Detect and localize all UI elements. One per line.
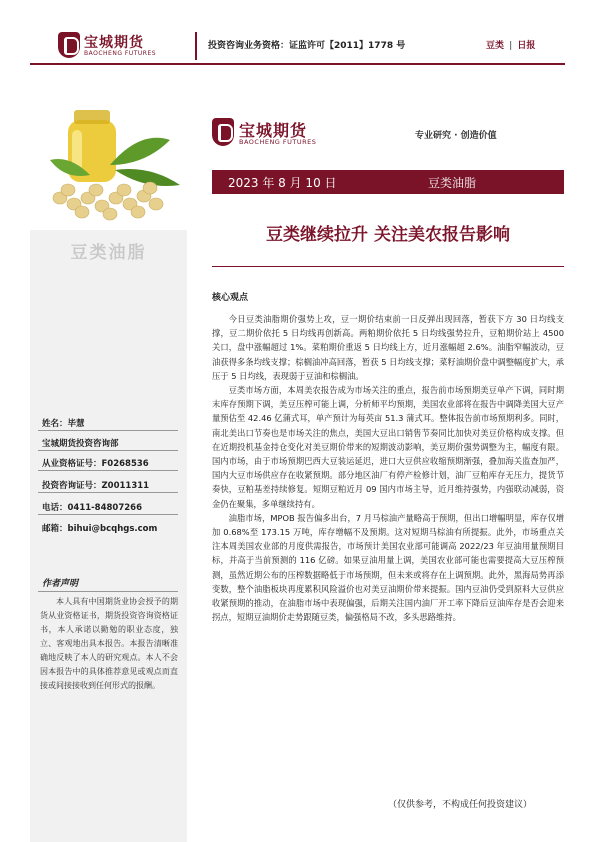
analyst-qualification: 从业资格证号：F0268536	[42, 459, 149, 469]
header-divider	[195, 32, 197, 60]
info-divider	[38, 430, 178, 431]
header-report-type	[486, 38, 535, 51]
report-sector: 豆类油脂	[428, 176, 477, 190]
header-logo	[58, 32, 168, 60]
analyst-name: 姓名：毕慧	[42, 419, 85, 429]
brand-mark-icon	[58, 32, 80, 58]
header-sector: 豆类	[486, 41, 505, 51]
main-brand-en: BAOCHENG FUTURES	[239, 138, 317, 146]
declaration-title: 作者声明	[42, 579, 79, 589]
bottom-disclaimer: （仅供参考，不构成任何投资建议）	[388, 800, 533, 810]
info-divider	[38, 514, 178, 515]
core-view-title: 核心观点	[212, 293, 249, 303]
info-divider	[38, 450, 178, 451]
license-text: 投资咨询业务资格：证监许可【2011】1778 号	[208, 41, 406, 51]
info-divider	[38, 470, 178, 471]
soybean-oil-photo	[30, 70, 187, 230]
header-brand-cn: 宝城期货	[84, 35, 144, 51]
declaration-text: 本人具有中国期货业协会授予的期货从业资格证书，期货投资咨询资格证书，本人承诺以勤勉的职业态度，独立、客观地出具本报告。本报告清晰准确地反映了本人的研究观点。本人不会因本报告中的具体推荐意见或观点而直接或间接接收到任何形式的报酬。	[40, 597, 178, 690]
paragraph-soybean-market: 豆类市场方面，本周美农报告成为市场关注的重点，报告前市场预期美豆单产下调，同时期末库存预期下调，美豆压榨可能上调，分析师平均预期，美国农业部将在报告中调降美国大豆产量预估至 42.46 亿蒲式耳，单产预计为每英亩 51.3 蒲式耳。整体报告前市场预期利多。同时，南北美出口节奏也是市场关注的焦点，美国大豆出口销售节奏同比加快对美豆价格构成支撑。但在近期投机基金持仓变化对美豆期价带来的短期波动影响，美豆期价强势调整为主，幅度有限。国内市场，由于市场预期巴西大豆装运延迟，进口大豆供应收缩预期渐强，叠加海关监查加严，国内大豆市场供应存在收紧预期。部分地区油厂有停产检修计划，油厂豆粕库存无压力，提货节奏快，豆粕基差持续修复。短期豆粕近月 09 国内市场主导，近月维持强势，内强联动减弱，资金仍在聚集，多单继续持有。	[212, 385, 564, 509]
header-report-kind: 日报	[517, 41, 536, 51]
header-brand-en: BAOCHENG FUTURES	[84, 50, 157, 57]
analyst-phone: 电话：0411-84807266	[42, 503, 142, 513]
analyst-department: 宝城期货投资咨询部	[42, 439, 119, 449]
brand-mark-icon	[212, 118, 234, 146]
analyst-consult-cert: 投资咨询证号：Z0011311	[42, 481, 150, 491]
sidebar-title: 豆类油脂	[70, 243, 147, 263]
paragraph-market-review: 今日豆类油脂期价强势上攻，豆一期价结束前一日反弹出现回落，暂获下方 30 日均线支撑，豆二期价依托 5 日均线再创新高。两粕期价依托 5 日均线强势拉升，豆粕期价站上 4500 关口，盘中涨幅超过 1%。菜粕期价重返 5 日均线上方，近月涨幅超 2.6%。油脂窄幅波动，豆油获得多条均线支撑；棕榈油冲高回落，暂获 5 日均线支撑；菜籽油期价盘中调整幅度扩大，承压于 5 日均线，表现弱于豆油和棕榈油。	[212, 314, 564, 381]
main-logo	[212, 118, 342, 148]
header-separator: |	[509, 41, 513, 51]
soybean-oil-illustration-icon	[30, 70, 187, 230]
declaration-divider	[38, 591, 178, 592]
report-body	[212, 312, 564, 624]
info-divider	[38, 492, 178, 493]
slogan: 专业研究 · 创造价值	[415, 131, 497, 141]
analyst-email[interactable]: 邮箱：bihui@bcqhgs.com	[42, 524, 158, 534]
main-brand-cn: 宝城期货	[239, 121, 308, 140]
report-headline: 豆类继续拉升 关注美农报告影响	[266, 225, 510, 245]
paragraph-oil-market: 油脂市场，MPOB 报告偏多出台，7 月马棕油产量略高于预期，但出口增幅明显，库存仅增加 0.68%至 173.15 万吨，库存增幅不及预期。这对短期马棕油有所提振。此外，市场重点关注本周美国农业部的月度供需报告，市场预计美国农业部可能调高 2022/23 年豆油用量预期目标，并高于当前预测的 116 亿磅。如果豆油用量上调，美国农业部可能也需要提高大豆压榨预测，虽然近期公布的压榨数据略低于市场预期，但未来或将存在上调预期。此外，黑海局势再添变数，整个油脂板块再度累积风险溢价也对美豆油期价带来提振。国内豆油仍受到原料大豆供应收紧预期的推动，在油脂市场中表现偏强，后期关注国内油厂开工率下降后豆油库存是否会迎来拐点，短期豆油期价走势跟随豆类，偏强格局不改，多头思路维持。	[212, 512, 564, 623]
header-rule	[30, 63, 565, 65]
headline-rule	[212, 266, 564, 267]
report-date: 2023 年 8 月 10 日	[228, 176, 337, 190]
